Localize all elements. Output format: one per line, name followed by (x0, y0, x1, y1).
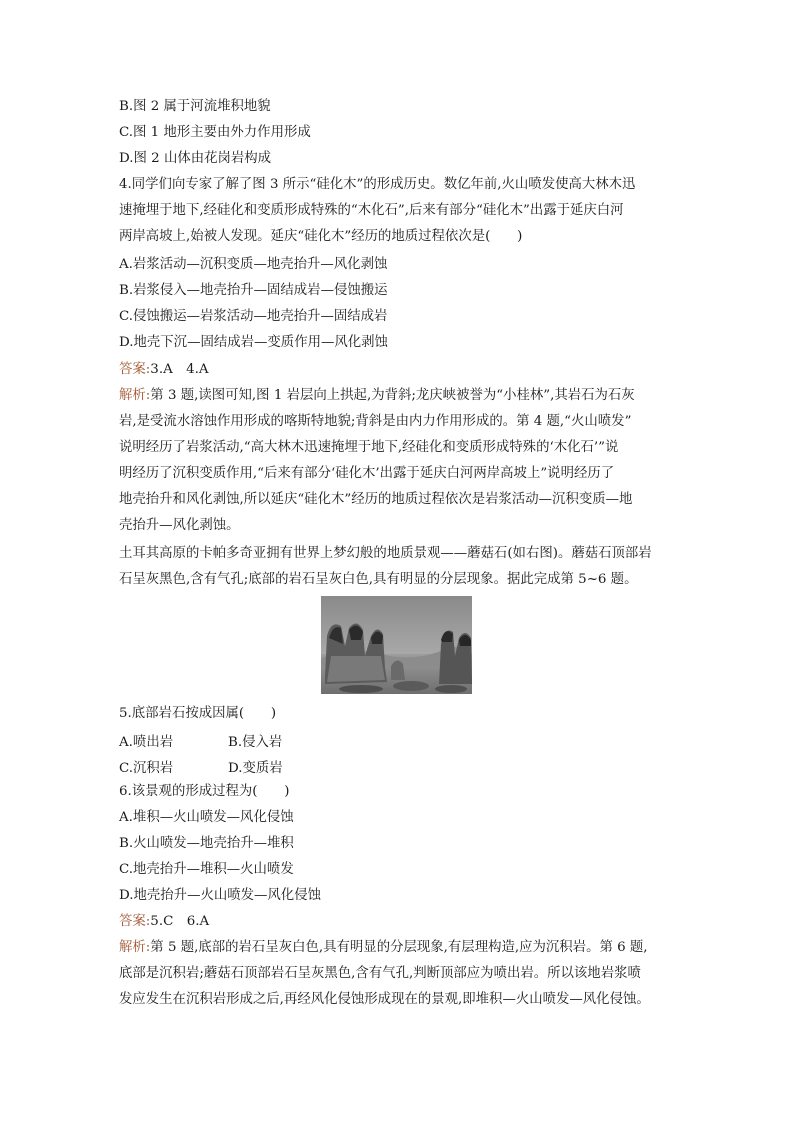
analysis-1-line-5: 地壳抬升和风化剥蚀,所以延庆“硅化木”经历的地质过程依次是岩浆活动—沉积变质—地 (119, 492, 633, 507)
answer-text: 5.C 6.A (150, 914, 210, 929)
analysis-label: 解析: (119, 940, 151, 955)
q4-option-c: C.侵蚀搬运—岩浆活动—地壳抬升—固结成岩 (119, 309, 388, 324)
q3-option-d: D.图 2 山体由花岗岩构成 (119, 151, 272, 166)
q4-stem-line-2: 速掩埋于地下,经硅化和变质形成特殊的“木化石”,后来有部分“硅化木”出露于延庆白河 (119, 203, 624, 218)
answer-block-1 (119, 361, 209, 379)
q4-stem-line-1: 4.同学们向专家了解了图 3 所示“硅化木”的形成历史。数亿年前,火山喷发使高大林木迅 (119, 177, 636, 192)
analysis-1-line-4: 明经历了沉积变质作用,“后来有部分‘硅化木’出露于延庆白河两岸高坡上”说明经历了 (119, 466, 615, 481)
analysis-1-line-1 (119, 387, 635, 405)
intro-line-1: 土耳其高原的卡帕多奇亚拥有世界上梦幻般的地质景观——蘑菇石(如右图)。蘑菇石顶部岩 (119, 546, 652, 561)
answer-label: 答案: (119, 362, 151, 377)
q4-option-d: D.地壳下沉—固结成岩—变质作用—风化剥蚀 (119, 335, 388, 350)
q4-option-a: A.岩浆活动—沉积变质—地壳抬升—风化剥蚀 (119, 257, 388, 272)
answer-block-2 (119, 913, 209, 931)
q4-option-b: B.岩浆侵入—地壳抬升—固结成岩—侵蚀搬运 (119, 283, 388, 298)
q6-stem: 6.该景观的形成过程为( ) (119, 784, 290, 799)
q5-option-d: D.变质岩 (228, 761, 283, 776)
analysis-2-line-3: 发应发生在沉积岩形成之后,再经风化侵蚀形成现在的景观,即堆积—火山喷发—风化侵蚀。 (119, 992, 650, 1007)
q4-stem-line-3: 两岸高坡上,始被人发现。延庆“硅化木”经历的地质过程依次是( ) (119, 229, 523, 244)
analysis-1-line-6: 壳抬升—风化剥蚀。 (119, 518, 240, 533)
analysis-1-line-3: 说明经历了岩浆活动,“高大林木迅速掩埋于地下,经硅化和变质形成特殊的‘木化石’”说 (119, 440, 619, 455)
q3-option-b: B.图 2 属于河流堆积地貌 (119, 99, 271, 114)
analysis-1-line-2: 岩,是受流水溶蚀作用形成的喀斯特地貌;背斜是由内力作用形成的。第 4 题,“火山喷发” (119, 414, 632, 429)
q6-option-d: D.地壳抬升—火山喷发—风化侵蚀 (119, 888, 321, 903)
q3-option-c: C.图 1 地形主要由外力作用形成 (119, 125, 311, 140)
q5-option-c: C.沉积岩 (119, 761, 174, 776)
mushroom-rock-photo (321, 596, 472, 694)
q6-option-b: B.火山喷发—地壳抬升—堆积 (119, 836, 294, 851)
q5-stem: 5.底部岩石按成因属( ) (119, 706, 277, 721)
q5-options-row-2 (119, 757, 283, 776)
q6-option-c: C.地壳抬升—堆积—火山喷发 (119, 862, 294, 877)
analysis-text: 第 5 题,底部的岩石呈灰白色,具有明显的分层现象,有层理构造,应为沉积岩。第 6 题, (150, 940, 648, 955)
answer-label: 答案: (119, 914, 151, 929)
analysis-2-line-2: 底部是沉积岩;蘑菇石顶部岩石呈灰黑色,含有气孔,判断顶部应为喷出岩。所以该地岩浆喷 (119, 966, 641, 981)
q6-option-a: A.堆积—火山喷发—风化侵蚀 (119, 810, 294, 825)
analysis-2-line-1 (119, 939, 648, 957)
q5-option-a: A.喷出岩 (119, 735, 174, 750)
q5-options-row-1 (119, 731, 283, 750)
analysis-text: 第 3 题,读图可知,图 1 岩层向上拱起,为背斜;龙庆峡被誉为“小桂林”,其岩石为石灰 (150, 388, 635, 403)
analysis-label: 解析: (119, 388, 151, 403)
intro-line-2: 石呈灰黑色,含有气孔;底部的岩石呈灰白色,具有明显的分层现象。据此完成第 5~6 题。 (119, 572, 638, 587)
q5-option-b: B.侵入岩 (228, 735, 283, 750)
answer-text: 3.A 4.A (150, 362, 209, 377)
